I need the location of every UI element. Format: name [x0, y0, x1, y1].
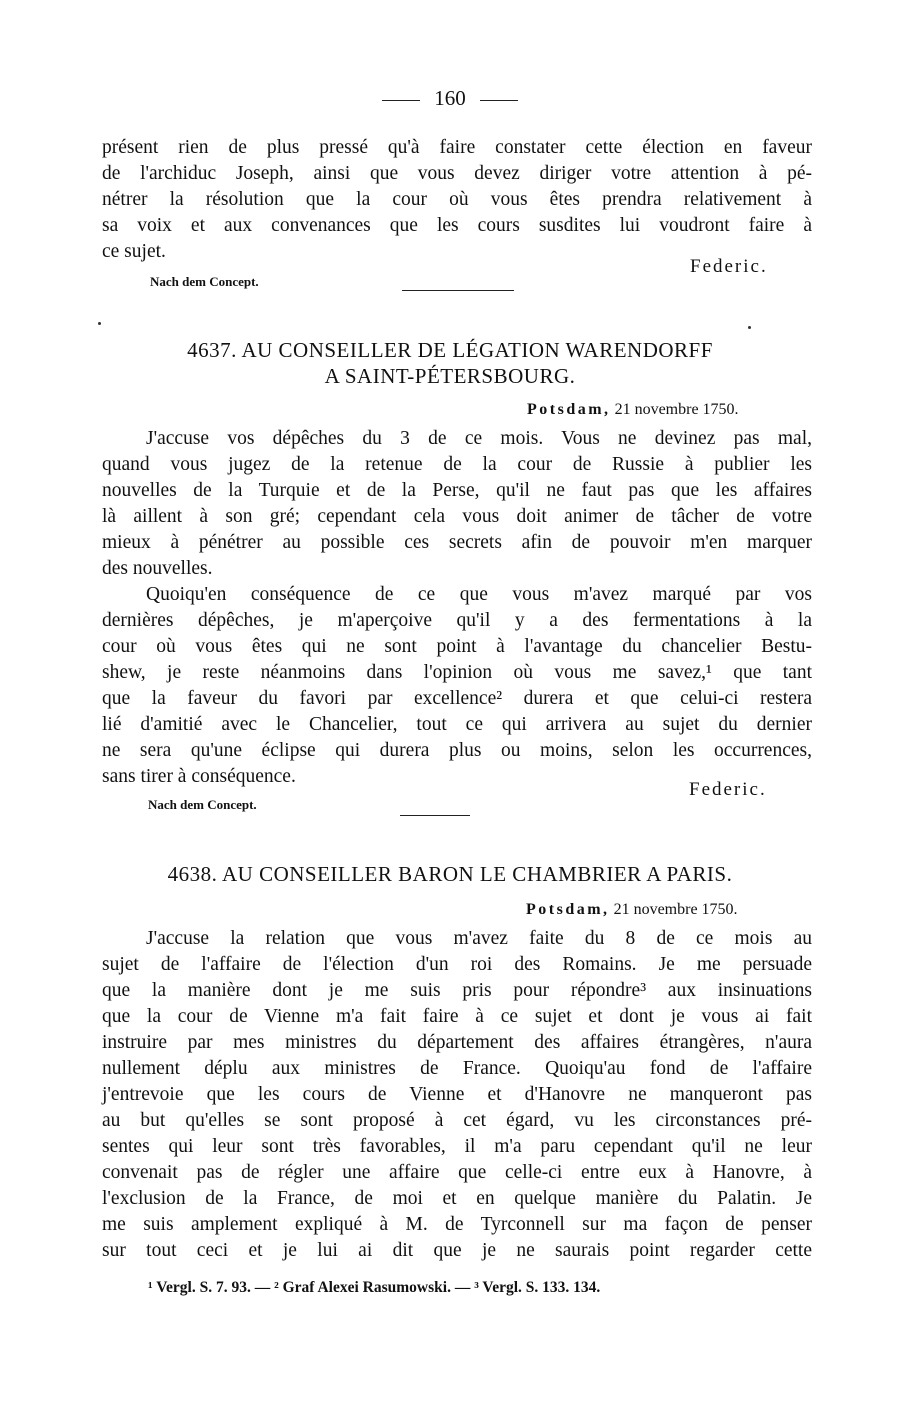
paragraph-line: lié d'amitié avec le Chancelier, tout ce qui arrivera au sujet du dernier: [102, 714, 812, 735]
paragraph-line: présent rien de plus pressé qu'à faire constater cette élection en faveur: [102, 137, 812, 158]
paragraph-line: instruire par mes ministres du département des affaires étrangères, n'aura: [102, 1032, 812, 1053]
speck: [748, 326, 751, 329]
separator-rule: [400, 815, 470, 816]
paragraph-line: sa voix et aux convenances que les cours susdites lui voudront faire à: [102, 215, 812, 236]
paragraph-line: au but qu'elles se sont proposé à cet égard, vu les circonstances pré-: [102, 1110, 812, 1131]
paragraph-line: sans tirer à conséquence.: [102, 766, 296, 787]
footnotes: ¹ Vergl. S. 7. 93. — ² Graf Alexei Rasumowski. — ³ Vergl. S. 133. 134.: [148, 1279, 601, 1296]
letter-heading-line2: A SAINT-PÉTERSBOURG.: [324, 364, 576, 388]
paragraph-line: ce sujet.: [102, 241, 166, 262]
page-number-dash-left: [382, 100, 420, 101]
dateline: [527, 401, 739, 419]
paragraph-line: quand vous jugez de la retenue de la cour de Russie à publier les: [102, 454, 812, 475]
speck: [98, 322, 101, 325]
paragraph-line: shew, je reste néanmoins dans l'opinion où vous me savez,¹ que tant: [102, 662, 812, 683]
letter-heading: 4638. AU CONSEILLER BARON LE CHAMBRIER A PARIS.: [167, 862, 733, 886]
paragraph-line: sentes qui leur sont très favorables, il m'a paru cependant qu'il ne leur: [102, 1136, 812, 1157]
paragraph-line: que la faveur du favori par excellence² durera et que celui-ci restera: [102, 688, 812, 709]
page-number-dash-right: [480, 100, 518, 101]
source-note: Nach dem Concept.: [150, 274, 259, 289]
paragraph-line: dernières dépêches, je m'aperçoive qu'il y a des fermentations à la: [102, 610, 812, 631]
paragraph-line: Quoiqu'en conséquence de ce que vous m'avez marqué par vos: [146, 584, 812, 605]
separator-rule: [402, 290, 514, 291]
paragraph-line: J'accuse vos dépêches du 3 de ce mois. Vous ne devinez pas mal,: [146, 428, 812, 449]
paragraph-line: cour où vous êtes qui ne sont point à l'avantage du chancelier Bestu-: [102, 636, 812, 657]
signature: Federic.: [690, 256, 768, 277]
paragraph-line: mieux à pénétrer au possible ces secrets afin de pouvoir m'en marquer: [102, 532, 812, 553]
paragraph-line: me suis amplement expliqué à M. de Tyrconnell sur ma façon de penser: [102, 1214, 812, 1235]
signature: Federic.: [689, 779, 767, 800]
paragraph-line: sur tout ceci et je lui ai dit que je ne saurais point regarder cette: [102, 1240, 812, 1261]
paragraph-line: ne sera qu'une éclipse qui durera plus ou moins, selon les occurrences,: [102, 740, 812, 761]
paragraph-line: j'entrevoie que les cours de Vienne et d'Hanovre ne manqueront pas: [102, 1084, 812, 1105]
source-note: Nach dem Concept.: [148, 797, 257, 812]
paragraph-line: des nouvelles.: [102, 558, 213, 579]
paragraph-line: que la manière dont je me suis pris pour répondre³ aux insinuations: [102, 980, 812, 1001]
paragraph-line: de l'archiduc Joseph, ainsi que vous devez diriger votre attention à pé-: [102, 163, 812, 184]
dateline: [526, 901, 738, 919]
paragraph-line: sujet de l'affaire de l'élection d'un roi des Romains. Je me persuade: [102, 954, 812, 975]
date-text: 21 novembre 1750.: [614, 401, 739, 418]
paragraph-line: nétrer la résolution que la cour où vous êtes prendra relativement à: [102, 189, 812, 210]
paragraph-line: nullement déplu aux ministres de France. Quoiqu'au fond de l'affaire: [102, 1058, 812, 1079]
paragraph-line: nouvelles de la Turquie et de la Perse, qu'il ne faut pas que les affaires: [102, 480, 812, 501]
date-place: Potsdam,: [526, 901, 610, 918]
page-number: 160: [434, 86, 466, 110]
date-place: Potsdam,: [527, 401, 611, 418]
paragraph-line: l'exclusion de la France, de moi et en quelque manière du Palatin. Je: [102, 1188, 812, 1209]
page-number-row: [0, 86, 900, 111]
paragraph-line: convenait pas de régler une affaire que celle-ci entre eux à Hanovre, à: [102, 1162, 812, 1183]
letter-heading: 4637. AU CONSEILLER DE LÉGATION WARENDORFF: [187, 338, 713, 362]
paragraph-line: là aillent à son gré; cependant cela vous doit animer de tâcher de votre: [102, 506, 812, 527]
paragraph-line: que la cour de Vienne m'a fait faire à ce sujet et dont je vous ai fait: [102, 1006, 812, 1027]
date-text: 21 novembre 1750.: [613, 901, 738, 918]
paragraph-line: J'accuse la relation que vous m'avez faite du 8 de ce mois au: [146, 928, 812, 949]
